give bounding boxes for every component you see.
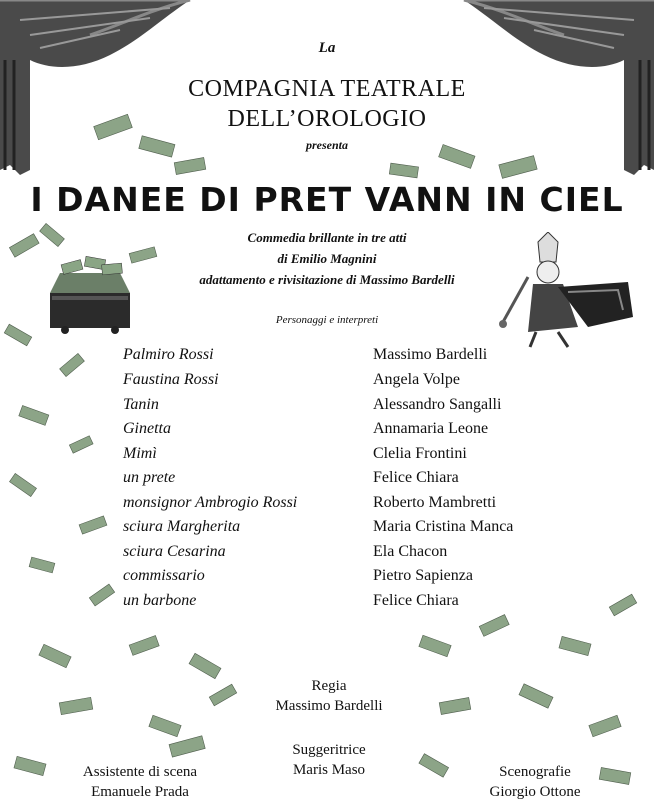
credit-regia bbox=[229, 676, 429, 716]
intro-la: La bbox=[318, 40, 336, 56]
credit-scenografie bbox=[450, 762, 620, 802]
credit-suggeritrice-label: Suggeritrice bbox=[292, 742, 366, 758]
credit-assistente-name: Emanuele Prada bbox=[91, 784, 189, 800]
presenta-label: presenta bbox=[306, 138, 348, 152]
cast-role: sciura Cesarina bbox=[123, 543, 226, 560]
cast-actor: Alessandro Sangalli bbox=[373, 396, 502, 413]
credit-regia-name: Massimo Bardelli bbox=[275, 698, 383, 714]
subtitle-genre: Commedia brillante in tre atti bbox=[247, 230, 407, 245]
cast-role: Faustina Rossi bbox=[123, 371, 219, 388]
cast-actor: Ela Chacon bbox=[373, 543, 448, 560]
credit-assistente bbox=[50, 762, 230, 802]
play-title: I DANEE DI PRET VANN IN CIEL bbox=[30, 180, 624, 219]
cast-role: un barbone bbox=[123, 592, 197, 609]
cast-role: monsignor Ambrogio Rossi bbox=[123, 494, 298, 511]
cast-actor: Maria Cristina Manca bbox=[373, 518, 514, 535]
cast-role: Mimì bbox=[123, 445, 157, 462]
company-name-line1: COMPAGNIA TEATRALE bbox=[188, 76, 466, 102]
cast-role: Ginetta bbox=[123, 420, 171, 437]
cast-actor: Felice Chiara bbox=[373, 592, 459, 609]
cast-actor: Angela Volpe bbox=[373, 371, 460, 388]
cast-role: sciura Margherita bbox=[123, 518, 241, 535]
cast-actor: Felice Chiara bbox=[373, 469, 459, 486]
cast-actor: Pietro Sapienza bbox=[373, 567, 473, 584]
cast-actor: Massimo Bardelli bbox=[373, 346, 488, 363]
credit-suggeritrice-name: Maris Maso bbox=[292, 762, 366, 778]
cast-role: Palmiro Rossi bbox=[123, 346, 214, 363]
cast-role: Tanin bbox=[123, 396, 159, 413]
credit-regia-label: Regia bbox=[311, 678, 347, 694]
subtitle-adaptation: adattamento e rivisitazione di Massimo Bardelli bbox=[199, 272, 455, 287]
credit-scenografie-label: Scenografie bbox=[499, 764, 571, 780]
subtitle-author: di Emilio Magnini bbox=[277, 251, 377, 266]
cast-actor: Roberto Mambretti bbox=[373, 494, 497, 511]
credit-assistente-label: Assistente di scena bbox=[82, 764, 198, 780]
cast-heading: Personaggi e interpreti bbox=[275, 314, 379, 326]
cast-actor: Clelia Frontini bbox=[373, 445, 467, 462]
company-name-line2: DELL’OROLOGIO bbox=[227, 106, 427, 132]
credit-suggeritrice bbox=[229, 740, 429, 780]
cast-role: commissario bbox=[123, 567, 205, 584]
cast-actor: Annamaria Leone bbox=[373, 420, 489, 437]
credit-scenografie-name: Giorgio Ottone bbox=[489, 784, 581, 800]
cast-role: un prete bbox=[123, 469, 176, 486]
